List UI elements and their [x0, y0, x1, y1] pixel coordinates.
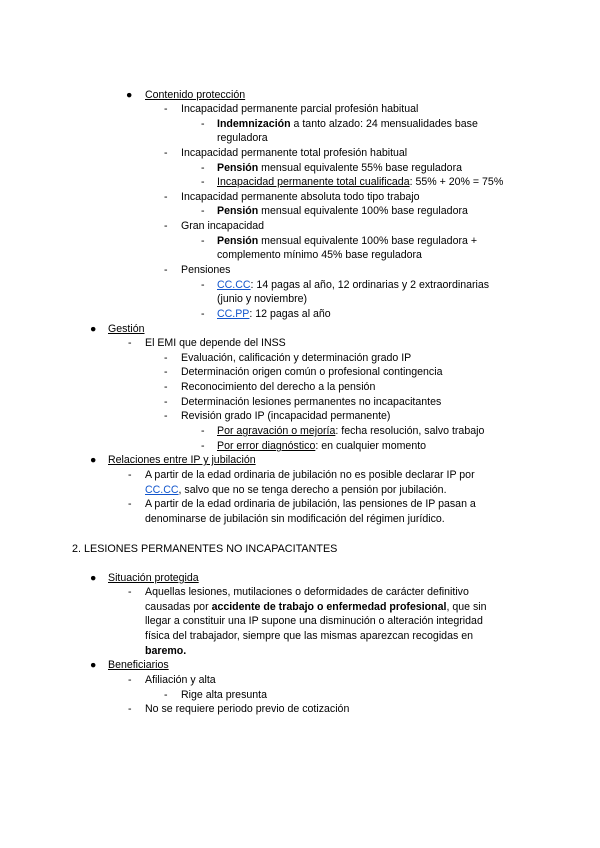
contenido-title: Contenido protección — [145, 89, 246, 101]
dash-icon: - — [128, 337, 132, 349]
dash-icon: - — [128, 674, 132, 686]
relaciones-p2: A partir de la edad ordinaria de jubilación, las pensiones de IP pasan a — [145, 498, 476, 510]
pensiones-cc-cont: (junio y noviembre) — [217, 293, 308, 305]
cc-link[interactable]: CC.CC — [145, 484, 179, 496]
dash-icon: - — [164, 191, 168, 203]
gran-label: Gran incapacidad — [181, 220, 265, 232]
beneficiarios-periodo: No se requiere periodo previo de cotización — [145, 703, 350, 715]
dash-icon: - — [164, 689, 168, 701]
beneficiarios-afiliacion: Afiliación y alta — [145, 674, 216, 686]
pensiones-label: Pensiones — [181, 264, 231, 276]
situacion-line: llegar a constituir una IP supone una disminución o alteración integridad — [145, 615, 483, 627]
bullet-icon: ● — [90, 323, 97, 335]
dash-icon: - — [201, 205, 205, 217]
bullet-icon: ● — [126, 89, 133, 101]
bullet-icon: ● — [90, 454, 97, 466]
dash-icon: - — [164, 220, 168, 232]
relaciones-p1-cont: CC.CC, salvo que no se tenga derecho a pensión por jubilación. — [145, 484, 447, 496]
cc-link[interactable]: CC.CC — [217, 279, 251, 291]
gran-detail: Pensión mensual equivalente 100% base reguladora + — [217, 235, 478, 247]
dash-icon: - — [128, 469, 132, 481]
gestion-item: Determinación lesiones permanentes no incapacitantes — [181, 396, 442, 408]
gestion-emi: El EMI que depende del INSS — [145, 337, 286, 349]
parcial-detail: Indemnización a tanto alzado: 24 mensualidades base — [217, 118, 478, 130]
relaciones-title: Relaciones entre IP y jubilación — [108, 454, 256, 466]
bullet-icon: ● — [90, 572, 97, 584]
dash-icon: - — [164, 147, 168, 159]
dash-icon: - — [164, 410, 168, 422]
dash-icon: - — [201, 118, 205, 130]
dash-icon: - — [164, 396, 168, 408]
gestion-agravacion: Por agravación o mejoría: fecha resolución, salvo trabajo — [217, 425, 485, 437]
dash-icon: - — [164, 103, 168, 115]
gran-detail-cont: complemento mínimo 45% base reguladora — [217, 249, 422, 261]
situacion-line: física del trabajador, siempre que las mismas aparezcan recogidas en — [145, 630, 473, 642]
dash-icon: - — [201, 235, 205, 247]
pp-link[interactable]: CC.PP — [217, 308, 250, 320]
relaciones-p1: A partir de la edad ordinaria de jubilación no es posible declarar IP por — [145, 469, 475, 481]
relaciones-p2-cont: denominarse de jubilación sin modificación del régimen jurídico. — [145, 513, 445, 525]
dash-icon: - — [201, 425, 205, 437]
section-heading: 2. LESIONES PERMANENTES NO INCAPACITANTES — [72, 543, 338, 555]
dash-icon: - — [164, 264, 168, 276]
dash-icon: - — [164, 352, 168, 364]
dash-icon: - — [128, 498, 132, 510]
situacion-line: Aquellas lesiones, mutilaciones o deformidades de carácter definitivo — [145, 586, 469, 598]
pensiones-cc: CC.CC: 14 pagas al año, 12 ordinarias y 2 extraordinarias — [217, 279, 490, 291]
dash-icon: - — [201, 279, 205, 291]
situacion-title: Situación protegida — [108, 572, 199, 584]
gestion-item: Evaluación, calificación y determinación grado IP — [181, 352, 412, 364]
dash-icon: - — [201, 176, 205, 188]
total-label: Incapacidad permanente total profesión habitual — [181, 147, 408, 159]
total-detail: Pensión mensual equivalente 55% base reguladora — [217, 162, 462, 174]
parcial-label: Incapacidad permanente parcial profesión habitual — [181, 103, 419, 115]
absoluta-detail: Pensión mensual equivalente 100% base reguladora — [217, 205, 468, 217]
dash-icon: - — [128, 586, 132, 598]
total-cualificada: Incapacidad permanente total cualificada: 55% + 20% = 75% — [217, 176, 504, 188]
dash-icon: - — [164, 366, 168, 378]
gestion-item: Reconocimiento del derecho a la pensión — [181, 381, 376, 393]
beneficiarios-rige: Rige alta presunta — [181, 689, 267, 701]
situacion-line: causadas por accidente de trabajo o enfermedad profesional, que sin — [145, 601, 487, 613]
gestion-error: Por error diagnóstico: en cualquier momento — [217, 440, 427, 452]
pensiones-pp: CC.PP: 12 pagas al año — [217, 308, 331, 320]
situacion-line: baremo. — [145, 645, 187, 657]
dash-icon: - — [164, 381, 168, 393]
beneficiarios-title: Beneficiarios — [108, 659, 169, 671]
bullet-icon: ● — [90, 659, 97, 671]
dash-icon: - — [201, 162, 205, 174]
gestion-title: Gestión — [108, 323, 145, 335]
parcial-detail-cont: reguladora — [217, 132, 268, 144]
gestion-item: Determinación origen común o profesional contingencia — [181, 366, 443, 378]
gestion-item: Revisión grado IP (incapacidad permanente) — [181, 410, 391, 422]
absoluta-label: Incapacidad permanente absoluta todo tipo trabajo — [181, 191, 420, 203]
dash-icon: - — [201, 308, 205, 320]
dash-icon: - — [201, 440, 205, 452]
dash-icon: - — [128, 703, 132, 715]
